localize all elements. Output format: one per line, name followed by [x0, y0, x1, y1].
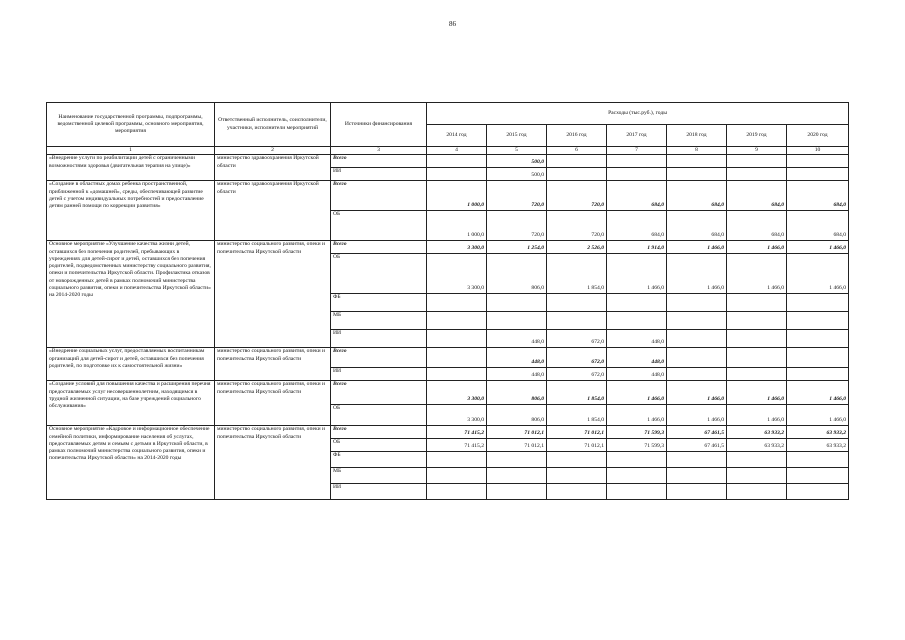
- amount-cell: 63 933,2: [727, 439, 787, 452]
- amount-cell: 1 854,0: [547, 254, 607, 294]
- funding-source: ОБ: [331, 254, 427, 294]
- amount-cell: [547, 294, 607, 312]
- amount-cell: [787, 368, 849, 381]
- amount-cell: [427, 168, 487, 181]
- header-expenses: Расходы (тыс.руб.), годы: [427, 103, 849, 125]
- amount-cell: [547, 468, 607, 484]
- amount-cell: 71 415,2: [427, 439, 487, 452]
- measure-name: Основное мероприятие «Кадровое и информационное обеспечение семейной политики, информирование населения об услугах, предоставляемых детям и семьям с детьми в Иркутской области, в рамках полномочий министерства социального развития, опеки и попечительства Иркутской области» на 2014-2020 годы: [47, 426, 215, 500]
- header-year: 2014 год: [427, 125, 487, 147]
- amount-cell: 1 000,0: [427, 211, 487, 241]
- amount-cell: 684,0: [607, 211, 667, 241]
- amount-cell: [727, 294, 787, 312]
- amount-cell: [787, 168, 849, 181]
- amount-cell: 1 466,0: [727, 405, 787, 426]
- funding-source: ОБ: [331, 439, 427, 452]
- amount-cell: [427, 484, 487, 500]
- measure-name: «Создание условий для повышения качества и расширения перечня предоставляемых услуг несовершеннолетним, находящимся в трудной жизненной ситуации, на базе учреждений социального обслуживания»: [47, 381, 215, 426]
- amount-cell: 63 933,2: [787, 426, 849, 439]
- amount-cell: 672,0: [547, 368, 607, 381]
- amount-cell: [787, 484, 849, 500]
- amount-cell: [427, 452, 487, 468]
- table-row: [47, 241, 849, 254]
- amount-cell: [787, 348, 849, 368]
- amount-cell: [667, 468, 727, 484]
- amount-cell: 806,0: [487, 405, 547, 426]
- amount-cell: [727, 168, 787, 181]
- table-body: [47, 155, 849, 500]
- header-year: 2018 год: [667, 125, 727, 147]
- amount-cell: [607, 155, 667, 168]
- table-row: [47, 181, 849, 211]
- amount-cell: 672,0: [547, 348, 607, 368]
- amount-cell: [667, 484, 727, 500]
- header-executor: Ответственный исполнитель, соисполнители, участники, исполнители мероприятий: [215, 103, 331, 147]
- amount-cell: 448,0: [487, 348, 547, 368]
- amount-cell: 1 466,0: [667, 241, 727, 254]
- amount-cell: 3 300,0: [427, 381, 487, 405]
- amount-cell: 1 254,0: [487, 241, 547, 254]
- amount-cell: 1 466,0: [607, 381, 667, 405]
- amount-cell: 71 599,3: [607, 439, 667, 452]
- amount-cell: 1 914,0: [607, 241, 667, 254]
- amount-cell: [667, 155, 727, 168]
- amount-cell: [427, 330, 487, 348]
- amount-cell: [727, 312, 787, 330]
- funding-source: Всего: [331, 181, 427, 211]
- amount-cell: 448,0: [607, 330, 667, 348]
- funding-source: Всего: [331, 241, 427, 254]
- amount-cell: 71 415,2: [427, 426, 487, 439]
- column-index: 3: [331, 147, 427, 155]
- amount-cell: 720,0: [487, 211, 547, 241]
- amount-cell: 684,0: [787, 211, 849, 241]
- header-year: 2015 год: [487, 125, 547, 147]
- column-index: 10: [787, 147, 849, 155]
- funding-source: Всего: [331, 381, 427, 405]
- page-number: 86: [449, 20, 456, 28]
- amount-cell: [427, 312, 487, 330]
- amount-cell: [547, 312, 607, 330]
- amount-cell: 806,0: [487, 381, 547, 405]
- header-year: 2020 год: [787, 125, 849, 147]
- executor-cell: министерство социального развития, опеки и попечительства Иркутской области: [215, 241, 331, 348]
- amount-cell: 448,0: [487, 330, 547, 348]
- amount-cell: [487, 294, 547, 312]
- amount-cell: 3 300,0: [427, 241, 487, 254]
- amount-cell: 448,0: [487, 368, 547, 381]
- funding-source: Всего: [331, 348, 427, 368]
- executor-cell: министерство социального развития, опеки и попечительства Иркутской области: [215, 348, 331, 381]
- amount-cell: [787, 468, 849, 484]
- amount-cell: [607, 452, 667, 468]
- amount-cell: 1 466,0: [607, 405, 667, 426]
- column-index: 5: [487, 147, 547, 155]
- amount-cell: [547, 168, 607, 181]
- funding-source: МБ: [331, 312, 427, 330]
- amount-cell: 1 466,0: [727, 381, 787, 405]
- amount-cell: [667, 368, 727, 381]
- amount-cell: [607, 468, 667, 484]
- amount-cell: [727, 468, 787, 484]
- funding-source: ФБ: [331, 452, 427, 468]
- amount-cell: [427, 155, 487, 168]
- measure-name: «Создание в областных домах ребенка пространственной, приближенной к «домашней», среды, обеспечивающей развитие детей с учетом индивидуальных потребностей и предоставление детям ранней помощи по коррекции развития»: [47, 181, 215, 241]
- amount-cell: 1 466,0: [787, 241, 849, 254]
- funding-source: Всего: [331, 155, 427, 168]
- executor-cell: министерство здравоохранения Иркутской области: [215, 181, 331, 241]
- amount-cell: [427, 468, 487, 484]
- amount-cell: [547, 155, 607, 168]
- amount-cell: [607, 484, 667, 500]
- amount-cell: [427, 368, 487, 381]
- amount-cell: [487, 484, 547, 500]
- amount-cell: 720,0: [547, 181, 607, 211]
- column-index: 2: [215, 147, 331, 155]
- amount-cell: [487, 468, 547, 484]
- amount-cell: [427, 294, 487, 312]
- funding-source: ИИ: [331, 368, 427, 381]
- measure-name: «Внедрение социальных услуг, предоставляемых воспитанникам организаций для детей-сирот и детей, оставшихся без попечения родителей, по подготовке их к самостоятельной жизни»: [47, 348, 215, 381]
- amount-cell: [727, 484, 787, 500]
- amount-cell: [727, 155, 787, 168]
- funding-source: ОБ: [331, 405, 427, 426]
- funding-source: ИИ: [331, 168, 427, 181]
- amount-cell: 684,0: [667, 211, 727, 241]
- amount-cell: 720,0: [547, 211, 607, 241]
- table-row: [47, 381, 849, 405]
- amount-cell: 684,0: [667, 181, 727, 211]
- amount-cell: 672,0: [547, 330, 607, 348]
- measure-name: Основное мероприятие «Улучшение качества жизни детей, оставшихся без попечения родителей, пребывающих в учреждениях для детей-сирот и детей, оставшихся без попечения родителей, подведомственных министерству социального развития, опеки и попечительства Иркутской области. Профилактика отказов от новорожденных детей в рамках полномочий министерства социального развития, опеки и попечительства Иркутской области» на 2014-2020 годы: [47, 241, 215, 348]
- amount-cell: 448,0: [607, 368, 667, 381]
- amount-cell: 500,0: [487, 155, 547, 168]
- amount-cell: 684,0: [607, 181, 667, 211]
- amount-cell: 1 466,0: [667, 405, 727, 426]
- amount-cell: 684,0: [787, 181, 849, 211]
- amount-cell: 63 933,2: [787, 439, 849, 452]
- column-index: 1: [47, 147, 215, 155]
- executor-cell: министерство социального развития, опеки и попечительства Иркутской области: [215, 426, 331, 500]
- amount-cell: [547, 484, 607, 500]
- amount-cell: [787, 155, 849, 168]
- amount-cell: 71 012,1: [547, 439, 607, 452]
- amount-cell: 1 466,0: [727, 241, 787, 254]
- table-row: [47, 426, 849, 439]
- amount-cell: [427, 348, 487, 368]
- amount-cell: [787, 294, 849, 312]
- amount-cell: 1 854,0: [547, 405, 607, 426]
- amount-cell: 806,0: [487, 254, 547, 294]
- funding-source: Всего: [331, 426, 427, 439]
- amount-cell: 67 461,5: [667, 426, 727, 439]
- amount-cell: 71 012,1: [547, 426, 607, 439]
- amount-cell: 1 466,0: [667, 254, 727, 294]
- amount-cell: 71 599,3: [607, 426, 667, 439]
- amount-cell: [727, 330, 787, 348]
- amount-cell: [667, 330, 727, 348]
- measure-name: «Внедрение услуги по реабилитации детей с ограниченными возможностями здоровья (двигательная терапия на улице)»: [47, 155, 215, 181]
- amount-cell: 2 526,0: [547, 241, 607, 254]
- amount-cell: [607, 312, 667, 330]
- header-year: 2016 год: [547, 125, 607, 147]
- amount-cell: [787, 312, 849, 330]
- amount-cell: 3 300,0: [427, 254, 487, 294]
- amount-cell: 500,0: [487, 168, 547, 181]
- column-index: 8: [667, 147, 727, 155]
- amount-cell: 1 466,0: [787, 381, 849, 405]
- column-index: 9: [727, 147, 787, 155]
- funding-source: ИИ: [331, 484, 427, 500]
- amount-cell: 1 466,0: [787, 405, 849, 426]
- amount-cell: 1 466,0: [727, 254, 787, 294]
- amount-cell: 1 466,0: [667, 381, 727, 405]
- amount-cell: 684,0: [727, 211, 787, 241]
- amount-cell: [727, 368, 787, 381]
- amount-cell: 448,0: [607, 348, 667, 368]
- header-year: 2017 год: [607, 125, 667, 147]
- amount-cell: 63 933,2: [727, 426, 787, 439]
- amount-cell: [667, 348, 727, 368]
- amount-cell: 720,0: [487, 181, 547, 211]
- column-index: 6: [547, 147, 607, 155]
- amount-cell: [787, 330, 849, 348]
- amount-cell: [727, 452, 787, 468]
- column-index: 7: [607, 147, 667, 155]
- amount-cell: [547, 452, 607, 468]
- amount-cell: [667, 452, 727, 468]
- amount-cell: [487, 312, 547, 330]
- amount-cell: 71 012,1: [487, 426, 547, 439]
- column-index: 4: [427, 147, 487, 155]
- amount-cell: 71 012,1: [487, 439, 547, 452]
- amount-cell: [727, 348, 787, 368]
- amount-cell: 684,0: [727, 181, 787, 211]
- funding-source: ФБ: [331, 294, 427, 312]
- amount-cell: [667, 312, 727, 330]
- amount-cell: 3 300,0: [427, 405, 487, 426]
- funding-source: ОБ: [331, 211, 427, 241]
- header-name: Наименование государственной программы, подпрограммы, ведомственной целевой программы, основного мероприятия, мероприятия: [47, 103, 215, 147]
- header-year: 2019 год: [727, 125, 787, 147]
- amount-cell: 1 466,0: [787, 254, 849, 294]
- amount-cell: [607, 294, 667, 312]
- budget-table: [46, 102, 849, 500]
- executor-cell: министерство здравоохранения Иркутской области: [215, 155, 331, 181]
- table-row: [47, 348, 849, 368]
- amount-cell: [667, 168, 727, 181]
- amount-cell: 67 461,5: [667, 439, 727, 452]
- header-source: Источники финансирования: [331, 103, 427, 147]
- amount-cell: [667, 294, 727, 312]
- amount-cell: [787, 452, 849, 468]
- funding-source: МБ: [331, 468, 427, 484]
- amount-cell: 1 854,0: [547, 381, 607, 405]
- funding-source: ИИ: [331, 330, 427, 348]
- amount-cell: 1 000,0: [427, 181, 487, 211]
- table-row: [47, 155, 849, 168]
- executor-cell: министерство социального развития, опеки и попечительства Иркутской области: [215, 381, 331, 426]
- amount-cell: 1 466,0: [607, 254, 667, 294]
- amount-cell: [487, 452, 547, 468]
- amount-cell: [607, 168, 667, 181]
